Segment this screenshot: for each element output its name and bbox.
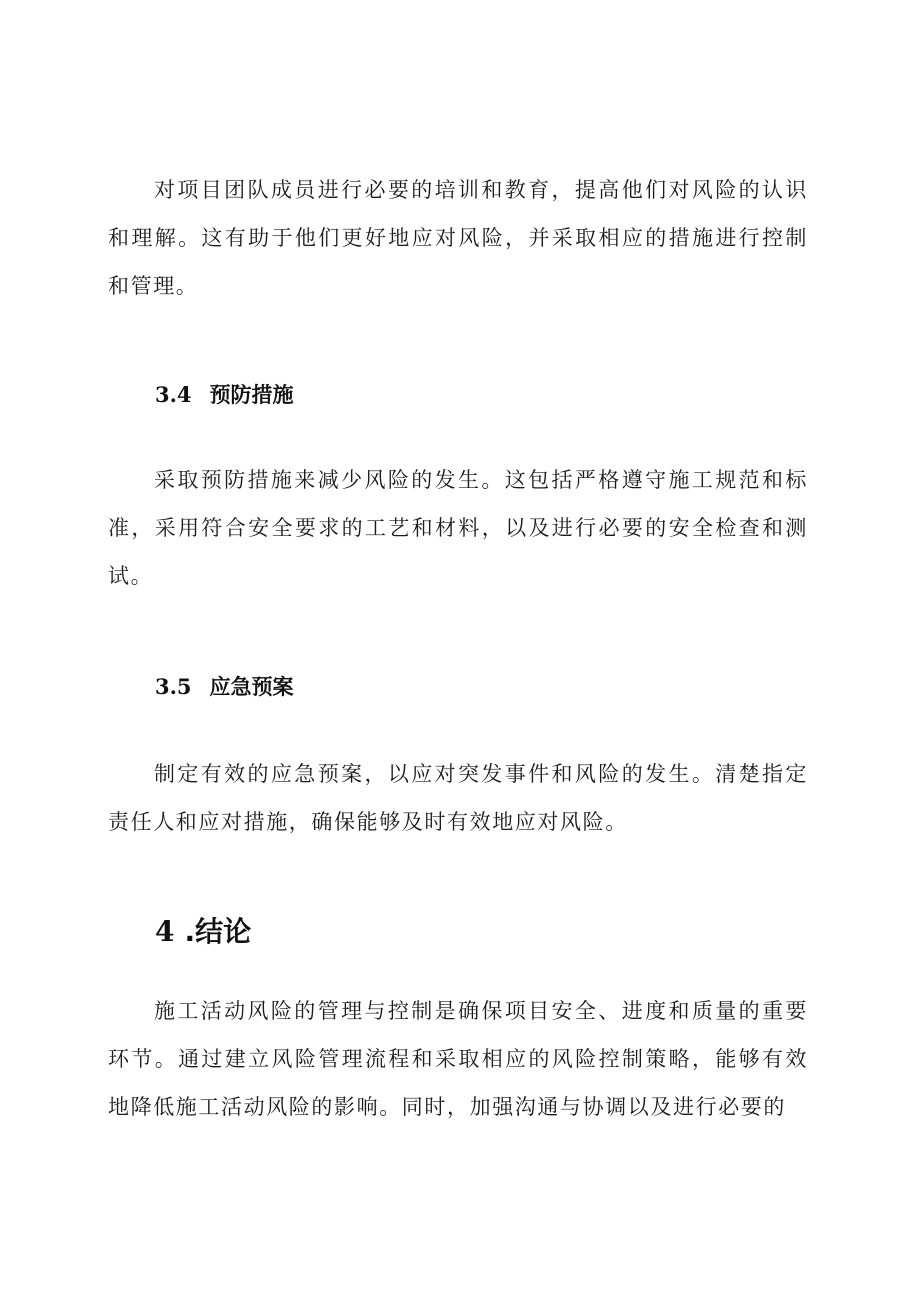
section-3-4-heading: [155, 380, 294, 410]
section-4-title: .结论: [184, 915, 252, 948]
section-3-5-paragraph: 制定有效的应急预案，以应对突发事件和风险的发生。清楚指定责任人和应对措施，确保能够及时有效地应对风险。: [108, 762, 808, 834]
section-3-5-heading: [155, 672, 294, 702]
conclusion-paragraph: 施工活动风险的管理与控制是确保项目安全、进度和质量的重要环节。通过建立风险管理流程和采取相应的风险控制策略，能够有效地降低施工活动风险的影响。同时，加强沟通与协调以及进行必要的: [108, 999, 808, 1119]
section-3-5-number: 3.5: [155, 674, 192, 699]
section-4-number: 4: [155, 915, 175, 948]
section-3-4-title: 预防措施: [209, 383, 294, 407]
section-4-heading: [155, 914, 251, 950]
section-3-5-title: 应急预案: [209, 675, 294, 699]
section-3-4-number: 3.4: [155, 382, 192, 407]
intro-paragraph: 对项目团队成员进行必要的培训和教育，提高他们对风险的认识和理解。这有助于他们更好地应对风险，并采取相应的措施进行控制和管理。: [108, 178, 808, 298]
section-3-4-paragraph: 采取预防措施来减少风险的发生。这包括严格遵守施工规范和标准，采用符合安全要求的工艺和材料，以及进行必要的安全检查和测试。: [108, 468, 808, 588]
